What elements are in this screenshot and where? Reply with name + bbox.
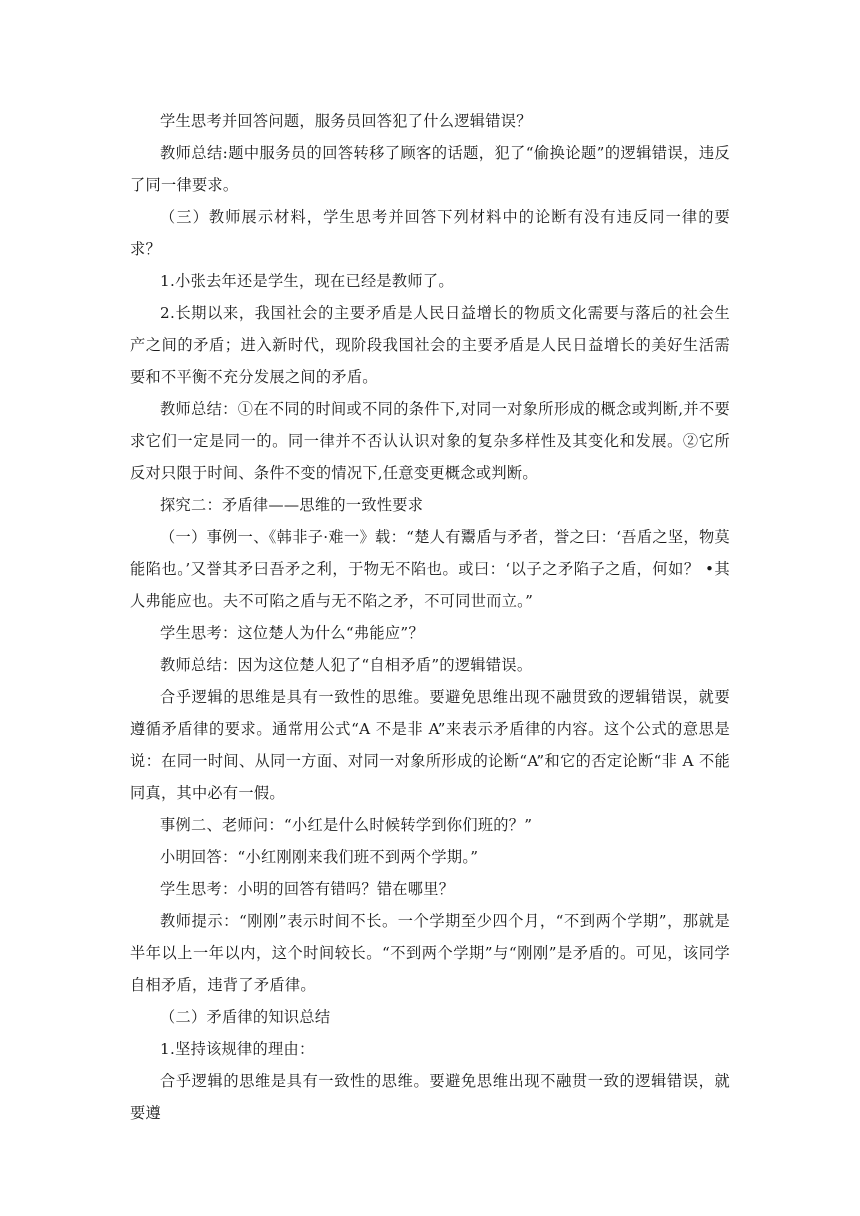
paragraph-example-1: （一）事例一、《韩非子·难一》载：“楚人有鬻盾与矛者，誉之曰：‘吾盾之坚，物莫能陷也。’又誉其矛曰吾矛之利，于物无不陷也。或曰：‘以子之矛陷子之盾，何如？ •其人弗能应也。夫不可陷之盾与无不陷之矛，不可同世而立。”: [130, 528, 730, 610]
section-heading-inquiry-2: 探究二：矛盾律——思维的一致性要求: [160, 496, 424, 514]
paragraph-student-question: 学生思考并回答问题，服务员回答犯了什么逻辑错误？: [160, 112, 532, 130]
paragraph-teacher-summary-3: 教师总结：因为这位楚人犯了“自相矛盾”的逻辑错误。: [160, 656, 533, 674]
paragraph-teacher-summary-2: 教师总结：①在不同的时间或不同的条件下,对同一对象所形成的概念或判断,并不要求它们一定是同一的。同一律并不否认认识对象的复杂多样性及其变化和发展。②它所反对只限于时间、条件不变的情况下,任意变更概念或判断。: [130, 400, 730, 482]
paragraph-student-thinking-1: 学生思考：这位楚人为什么“弗能应”？: [160, 624, 424, 642]
paragraph-teacher-summary-1: 教师总结:题中服务员的回答转移了顾客的话题，犯了“偷换论题”的逻辑错误，违反了同一律要求。: [130, 144, 730, 194]
paragraph-material-prompt: （三）教师展示材料，学生思考并回答下列材料中的论断有没有违反同一律的要求？: [130, 208, 730, 258]
paragraph-knowledge-summary-heading: （二）矛盾律的知识总结: [160, 1008, 331, 1026]
paragraph-contradiction-law: 合乎逻辑的思维是具有一致性的思维。要避免思维出现不融贯致的逻辑错误，就要遵循矛盾律的要求。通常用公式“A 不是非 A”来表示矛盾律的内容。这个公式的意思是说：在同一时间、从同一方面、对同一对象所形成的论断“A”和它的否定论断“非 A 不能同真，其中必有一假。: [130, 688, 730, 802]
paragraph-item-2: 2.长期以来，我国社会的主要矛盾是人民日益增长的物质文化需要与落后的社会生产之间的矛盾；进入新时代，现阶段我国社会的主要矛盾是人民日益增长的美好生活需要和不平衡不充分发展之间的矛盾。: [130, 304, 730, 386]
paragraph-reason-body: 合乎逻辑的思维是具有一致性的思维。要避免思维出现不融贯一致的逻辑错误，就要遵: [130, 1072, 730, 1122]
document-body: [130, 105, 730, 1129]
paragraph-xiaoming-answer: 小明回答：“小红刚刚来我们班不到两个学期。”: [160, 848, 479, 866]
paragraph-teacher-hint: 教师提示：“刚刚”表示时间不长。一个学期至少四个月，“不到两个学期”，那就是半年以上一年以内，这个时间较长。“不到两个学期”与“刚刚”是矛盾的。可见，该同学自相矛盾，违背了矛盾律。: [130, 912, 730, 994]
paragraph-reason-heading: 1.坚持该规律的理由：: [160, 1040, 315, 1058]
paragraph-item-1: 1.小张去年还是学生，现在已经是教师了。: [160, 272, 454, 290]
paragraph-student-thinking-2: 学生思考：小明的回答有错吗？错在哪里？: [160, 880, 455, 898]
paragraph-example-2: 事例二、老师问：“小红是什么时候转学到你们班的？”: [160, 816, 533, 834]
